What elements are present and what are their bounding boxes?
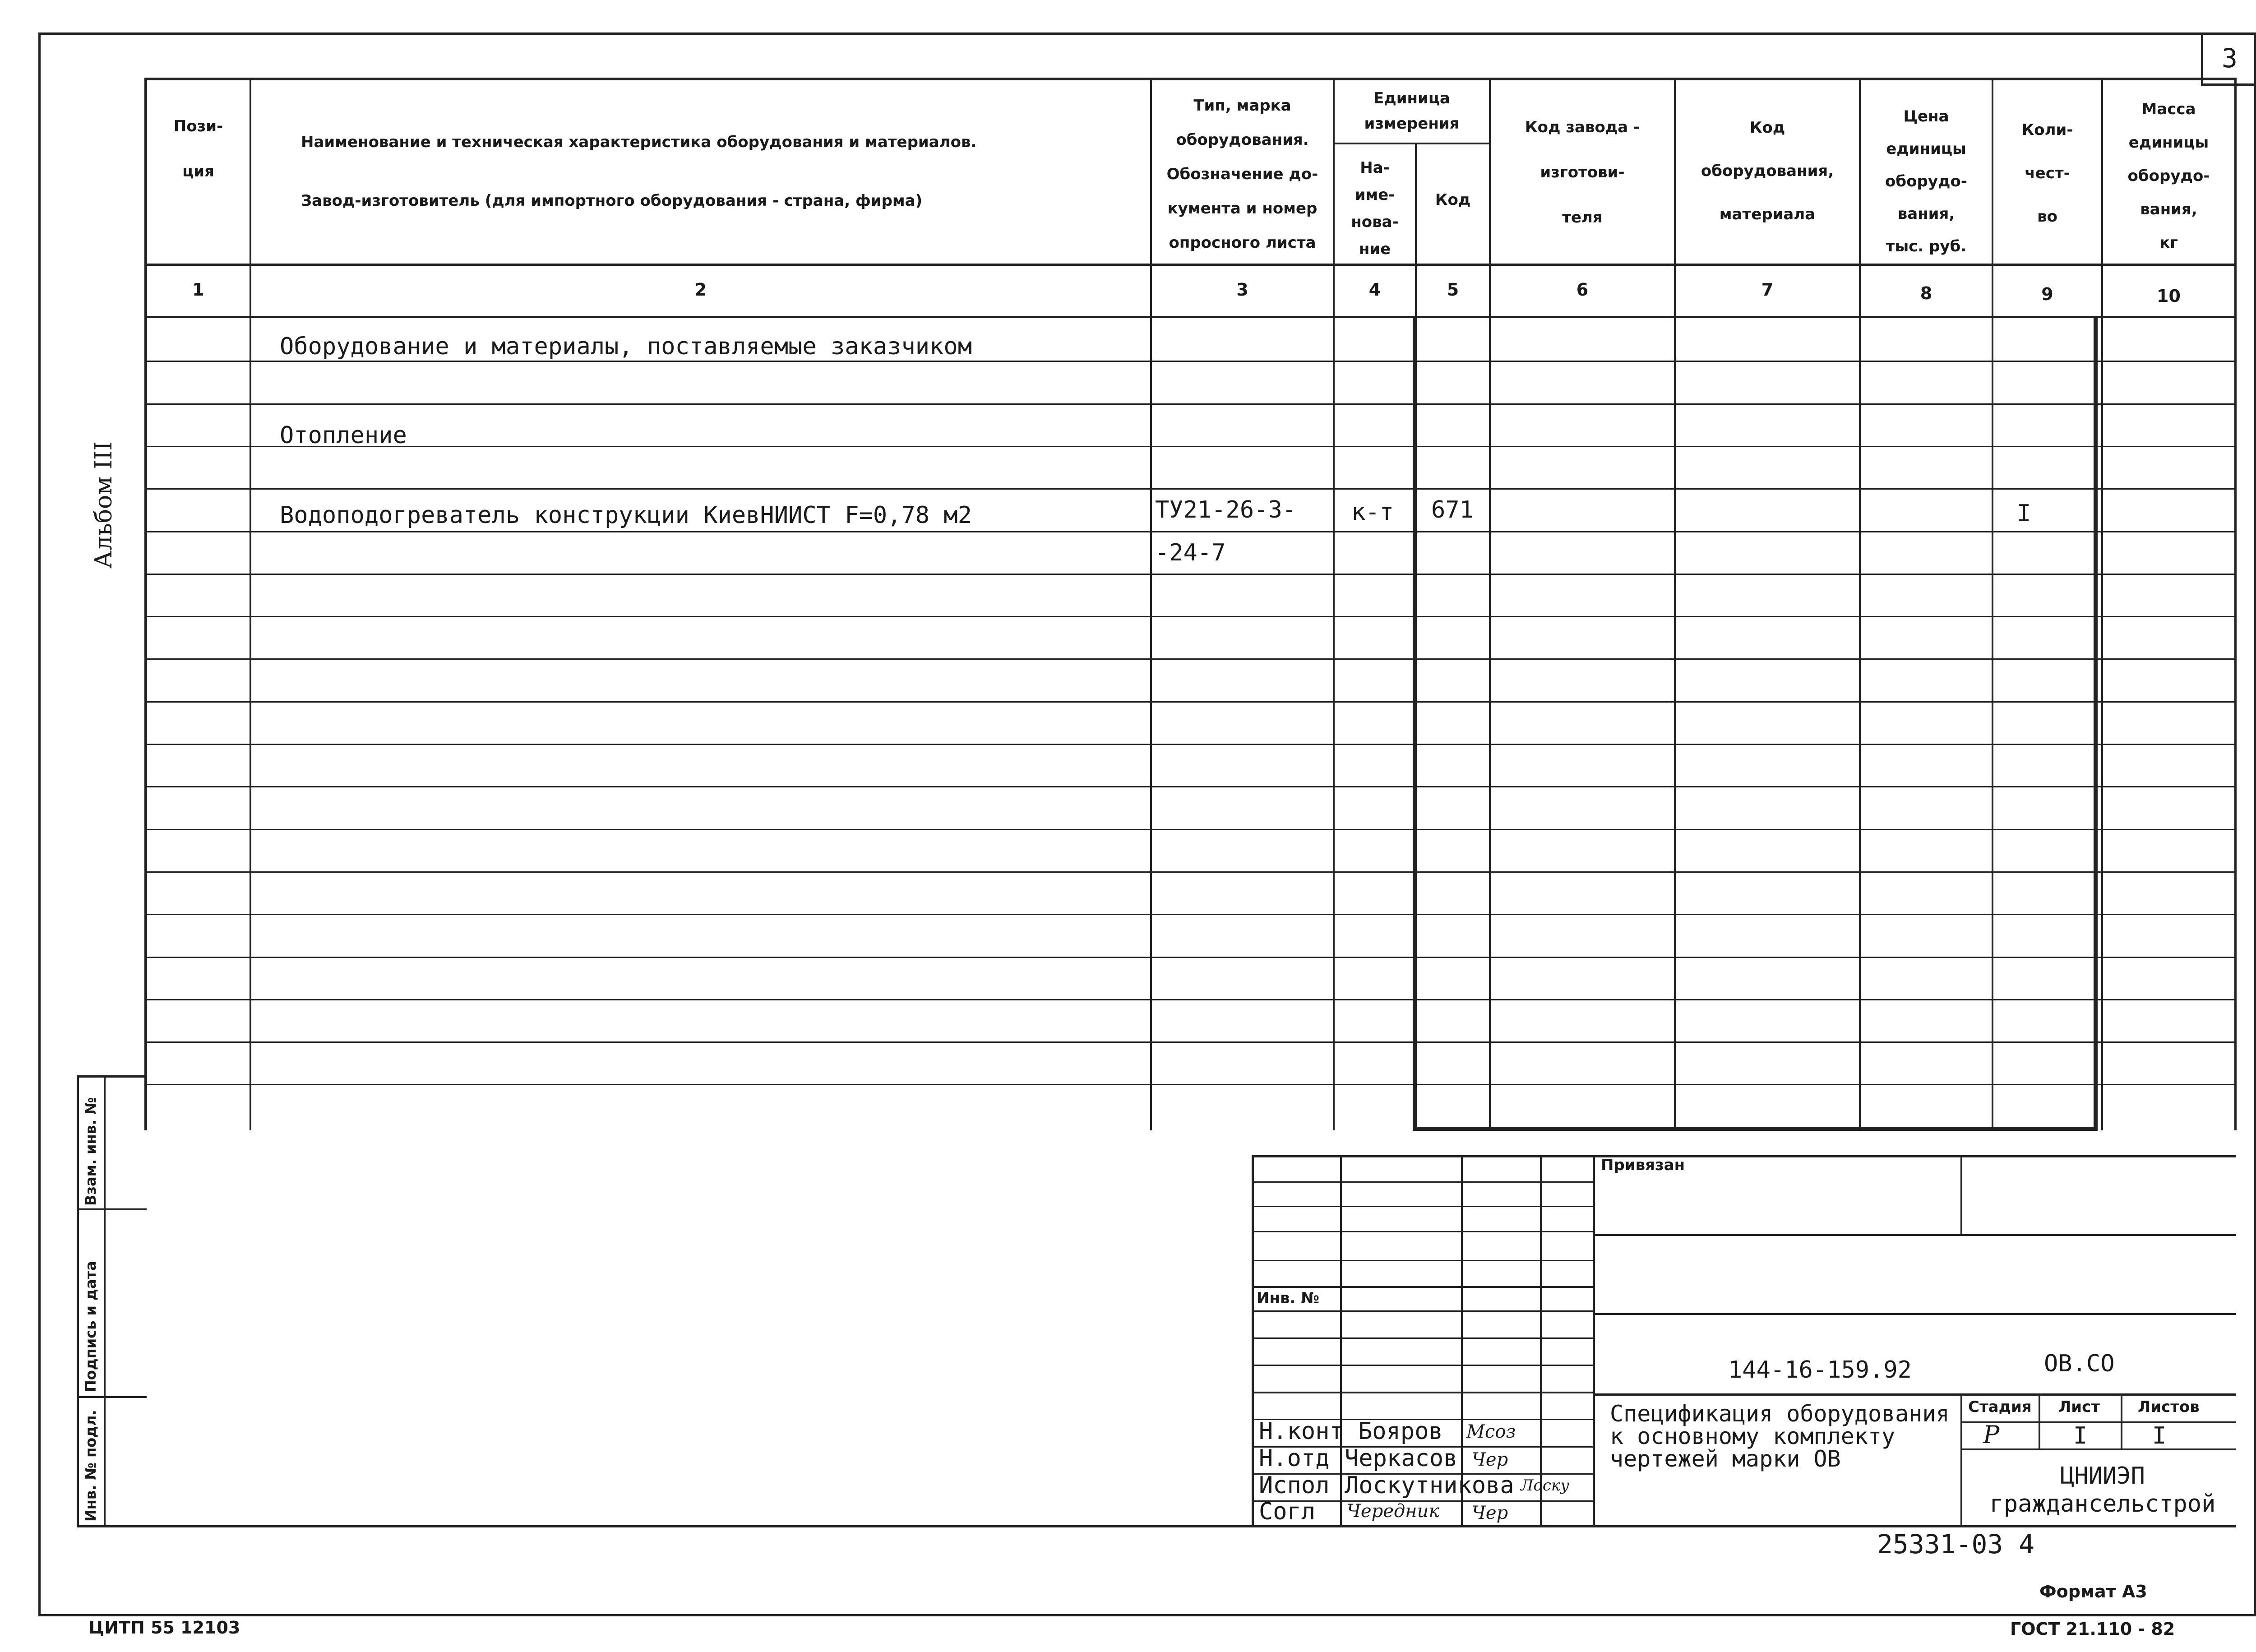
row-line [144, 574, 2236, 575]
name-ispol: Лоскутникова [1345, 1472, 1514, 1499]
bottom-line [144, 1525, 2236, 1527]
row-heating: Отопление [280, 422, 407, 449]
header-name: Наименование и техническая характеристика оборудования и материалов. Завод-изготовитель (для импортного оборудования - страна, фирма) [301, 133, 977, 210]
row-line [144, 488, 2236, 490]
row-line [144, 531, 2236, 532]
row-line [144, 999, 2236, 1000]
gost-label: ГОСТ 21.110 - 82 [2010, 1619, 2175, 1639]
header-unit-code: Код [1435, 191, 1471, 209]
doc-mark: ОВ.СО [2044, 1350, 2115, 1377]
citp-label: ЦИТП 55 12103 [88, 1618, 240, 1638]
role-nkont: Н.конт [1259, 1418, 1344, 1445]
archive-number: 25331-03 4 [1877, 1529, 2035, 1559]
row-heater-name: Водоподогреватель конструкции КиевНИИСТ F=0,78 м2 [280, 502, 972, 529]
sig-notd: Чер [1472, 1449, 1508, 1470]
row-line [144, 616, 2236, 617]
sig-sogl: Чер [1472, 1503, 1508, 1523]
row-line [144, 701, 2236, 703]
colnum-5: 5 [1447, 280, 1459, 300]
row-line [144, 446, 2236, 447]
row-line [144, 658, 2236, 660]
name-nkont: Бояров [1358, 1418, 1443, 1445]
colnum-8: 8 [1920, 283, 1932, 303]
header-type: Тип, марка оборудования. Обозначение до- кумента и номер опросного листа [1166, 97, 1318, 252]
header-price: Цена единицы оборудо- вания, тыс. руб. [1885, 107, 1967, 255]
row-line [144, 829, 2236, 830]
header-equipment-code: Код оборудования, материала [1701, 119, 1834, 223]
inv-no-label: Инв. № [1257, 1289, 1320, 1307]
album-label: Альбом III [90, 441, 117, 569]
row-line [144, 871, 2236, 873]
row-line [144, 914, 2236, 915]
colnum-10: 10 [2157, 286, 2181, 306]
doc-title: Спецификация оборудования к основному комплекту чертежей марки ОВ [1610, 1401, 1950, 1472]
row-heater-unit: к-т [1351, 499, 1394, 526]
header-position: Пози- ция [173, 117, 223, 180]
inv-podl-label: Инв. № подл. [82, 1410, 99, 1522]
sheets-label: Листов [2138, 1398, 2200, 1416]
sheets-value: I [2152, 1422, 2167, 1449]
row-heater-type: ТУ21-26-3- [1155, 496, 1297, 523]
colnum-4: 4 [1368, 280, 1381, 300]
stage-value: Р [1983, 1421, 2000, 1449]
sheet-value: I [2073, 1422, 2088, 1449]
colnum-9: 9 [2041, 284, 2053, 304]
row-section-title: Оборудование и материалы, поставляемые заказчиком [280, 333, 972, 360]
role-notd: Н.отд [1259, 1445, 1330, 1472]
vzam-inv-label: Взам. инв. № [82, 1097, 99, 1206]
row-line [144, 957, 2236, 958]
header-mass: Масса единицы оборудо- вания, кг [2127, 100, 2210, 252]
sheet-label: Лист [2058, 1398, 2100, 1416]
role-ispol: Испол [1259, 1472, 1330, 1499]
header-unit-name: На- име- нова- ние [1351, 159, 1399, 258]
row-line [144, 1084, 2236, 1085]
colnum-6: 6 [1576, 280, 1589, 300]
role-sogl: Согл [1259, 1498, 1316, 1525]
header-unit-group: Единица измерения [1364, 89, 1460, 133]
row-line [144, 744, 2236, 745]
stage-label: Стадия [1968, 1398, 2032, 1416]
colnum-3: 3 [1236, 280, 1248, 300]
name-notd: Черкасов [1345, 1445, 1458, 1472]
row-heater-code: 671 [1431, 496, 1474, 523]
row-line [144, 1041, 2236, 1043]
drawing-frame [38, 32, 2256, 1616]
colnum-1: 1 [192, 280, 204, 300]
org-name: ЦНИИЭП граждансельстрой [1989, 1462, 2216, 1518]
row-line [144, 361, 2236, 362]
colnum-2: 2 [694, 280, 707, 300]
doc-code: 144-16-159.92 [1728, 1356, 1912, 1384]
row-line [144, 786, 2236, 787]
row-line [144, 403, 2236, 405]
row-heater-type-cont: -24-7 [1155, 539, 1226, 566]
name-sogl: Чередник [1347, 1501, 1440, 1522]
sig-ispol: Лоску [1521, 1476, 1569, 1495]
format-label: Формат А3 [2039, 1582, 2147, 1601]
header-quantity: Коли- чест- во [2021, 121, 2073, 226]
privyazan-label: Привязан [1601, 1156, 1685, 1174]
row-heater-qty: I [2017, 500, 2031, 527]
podpis-label: Подпись и дата [82, 1261, 99, 1392]
header-manufacturer-code: Код завода - изготови- теля [1525, 118, 1640, 227]
sheet-number: 3 [2222, 42, 2238, 74]
sig-nkont: Мсоз [1466, 1421, 1516, 1442]
colnum-7: 7 [1761, 280, 1774, 300]
